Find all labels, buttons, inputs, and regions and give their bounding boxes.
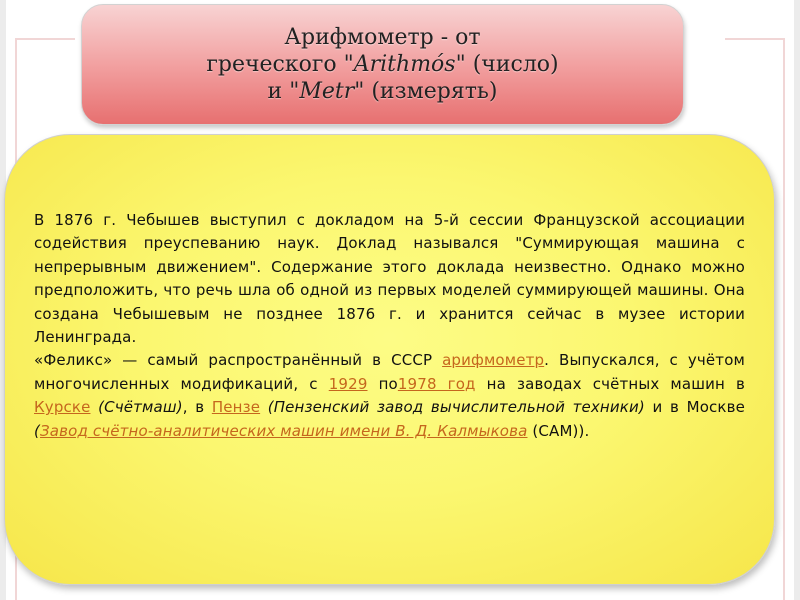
link-kursk[interactable]: Курске (34, 398, 91, 417)
link-1929[interactable]: 1929 (328, 374, 368, 393)
link-1978[interactable]: 1978 год (397, 374, 476, 393)
penza-plant-label: (Пензенский завод вычислительной техники) (267, 398, 645, 417)
slide-title (206, 24, 558, 105)
title-line-3-start: и (267, 79, 290, 104)
felix-text-9: ( (34, 421, 41, 440)
decorative-dash-right (725, 38, 785, 40)
felix-text-2: . Выпускался, с учётом многочисленных модификаций, с (34, 351, 745, 393)
schetmash-label: (Счётмаш) (98, 398, 183, 417)
title-arithmos: "Arithmós" (343, 52, 466, 77)
decorative-line-right (783, 38, 785, 600)
decorative-dash-left (15, 38, 75, 40)
title-box (81, 4, 684, 125)
link-sam-plant[interactable]: Завод счётно-аналитических машин имени В. Д. Калмыкова (40, 421, 528, 440)
link-arifmometr[interactable]: арифмометр (442, 351, 545, 370)
title-metr: "Metr" (289, 79, 365, 104)
felix-text-5 (90, 398, 98, 416)
felix-text-7 (260, 398, 268, 416)
content-text (34, 209, 745, 443)
content-box (4, 134, 775, 585)
title-line-1: Арифмометр - от (284, 25, 481, 50)
felix-text-8: и в Москве (644, 398, 746, 417)
title-line-2 (206, 51, 558, 78)
paragraph-felix (34, 349, 745, 443)
link-penza[interactable]: Пензе (211, 398, 261, 417)
title-line-2-end: (число) (465, 52, 559, 77)
felix-text-10: (САМ)). (527, 421, 590, 440)
felix-text-3: по (367, 374, 398, 393)
title-line-3 (206, 78, 558, 105)
felix-text-6: , в (182, 398, 212, 417)
felix-text-1: «Феликс» — самый распространённый в СССР (34, 351, 443, 370)
title-line-3-end: (измерять) (364, 79, 498, 104)
paragraph-chebyshev: В 1876 г. Чебышев выступил с докладом на 5-й сессии Французской ассоциации содействия преуспеванию наук. Доклад назывался "Суммирующая машина с непрерывным движением". Содержание этого доклада неизвестно. Однако можно предположить, что речь шла об одной из первых моделей суммирующей машины. Она создана Чебышевым не позднее 1876 г. и хранится сейчас в музее истории Ленинграда. (34, 211, 745, 347)
title-line-2-start: греческого (206, 52, 344, 77)
felix-text-4: на заводах счётных машин в (475, 374, 745, 393)
